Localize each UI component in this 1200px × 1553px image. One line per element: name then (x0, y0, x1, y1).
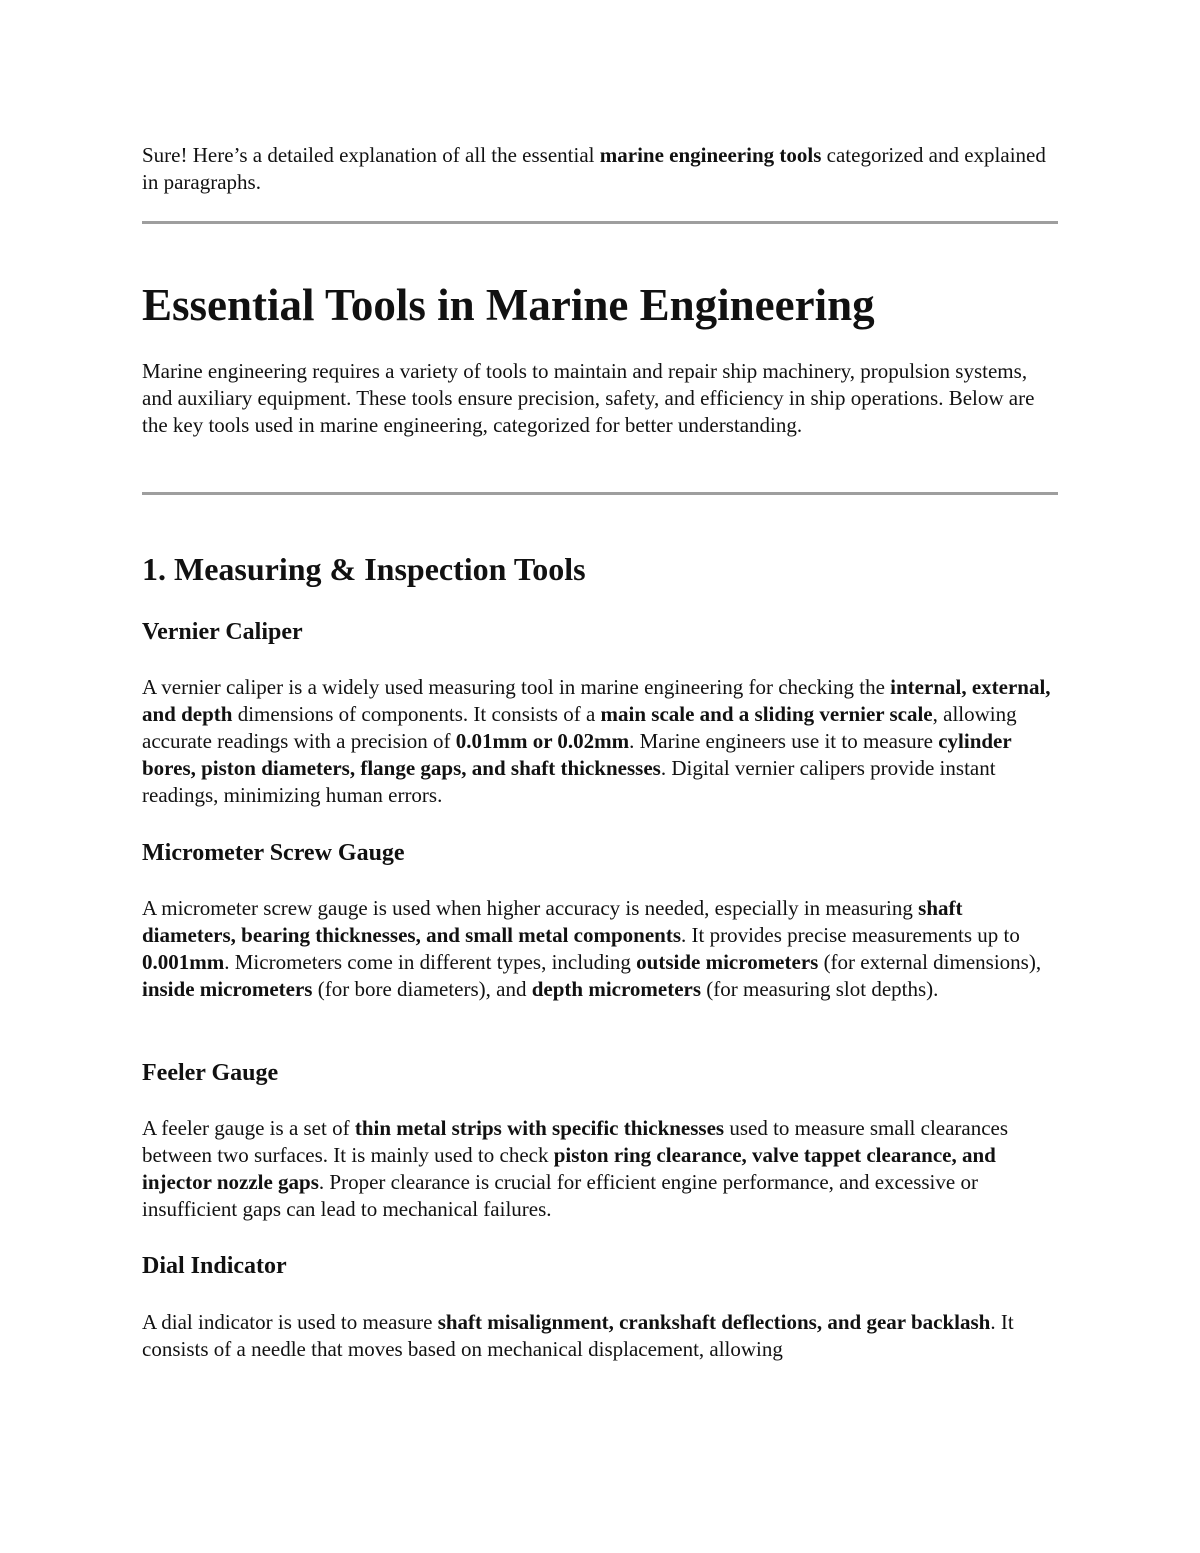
tool-paragraph-feeler-gauge (142, 1115, 1058, 1223)
text-run: . Marine engineers use it to measure (629, 729, 939, 753)
text-run: dimensions of components. It consists of a (232, 702, 601, 726)
lead-paragraph: Marine engineering requires a variety of tools to maintain and repair ship machinery, propulsion systems, and auxiliary equipment. These tools ensure precision, safety, and efficiency in ship operations. Below are the key tools used in marine engineering, categorized for better understanding. (142, 359, 1035, 437)
bold-run: inside micrometers (142, 977, 313, 1001)
intro-text-2: categorized and explained in paragraphs. (142, 143, 1046, 194)
text-run: A vernier caliper is a widely used measuring tool in marine engineering for checking the (142, 675, 891, 699)
text-run: . It consists of a needle that moves based on mechanical displacement, allowing (142, 1310, 1014, 1361)
tool-heading-micrometer-screw-gauge: Micrometer Screw Gauge (142, 840, 405, 866)
text-run: A micrometer screw gauge is used when higher accuracy is needed, especially in measuring (142, 896, 919, 920)
horizontal-rule (142, 221, 1058, 224)
tool-paragraph-micrometer-screw-gauge (142, 895, 1058, 1003)
section-heading: 1. Measuring & Inspection Tools (142, 551, 586, 587)
text-run: used to measure small clearances between two surfaces. It is mainly used to check (142, 1116, 1009, 1167)
bold-run: 0.001mm (142, 950, 225, 974)
intro-bold-1: marine engineering tools (599, 143, 822, 167)
bold-run: 0.01mm or 0.02mm (455, 729, 630, 753)
bold-run: main scale and a sliding vernier scale (600, 702, 933, 726)
tool-heading-feeler-gauge: Feeler Gauge (142, 1060, 279, 1086)
text-run: (for measuring slot depths). (701, 977, 939, 1001)
bold-run: cylinder bores, piston diameters, flange gaps, and shaft thicknesses (142, 729, 1012, 780)
text-run: A feeler gauge is a set of (142, 1116, 355, 1140)
text-run: (for external dimensions), (818, 950, 1042, 974)
bold-run: shaft diameters, bearing thicknesses, and small metal components (142, 896, 963, 947)
tool-heading-dial-indicator: Dial Indicator (142, 1253, 287, 1279)
intro-text-1: Sure! Here’s a detailed explanation of all the essential (142, 143, 600, 167)
text-run: A dial indicator is used to measure (142, 1310, 438, 1334)
bold-run: depth micrometers (531, 977, 702, 1001)
text-run: . It provides precise measurements up to (681, 923, 1020, 947)
text-run: . Digital vernier calipers provide instant readings, minimizing human errors. (142, 756, 996, 807)
text-run: . Proper clearance is crucial for efficient engine performance, and excessive or insufficient gaps can lead to mechanical failures. (142, 1170, 978, 1221)
bold-run: thin metal strips with specific thicknesses (354, 1116, 725, 1140)
bold-run: internal, external, and depth (142, 675, 1051, 726)
bold-run: shaft misalignment, crankshaft deflections, and gear backlash (437, 1310, 991, 1334)
horizontal-rule (142, 492, 1058, 495)
bold-run: piston ring clearance, valve tappet clearance, and injector nozzle gaps (142, 1143, 996, 1194)
page-title: Essential Tools in Marine Engineering (142, 280, 875, 330)
tool-paragraph-dial-indicator (142, 1309, 1058, 1363)
text-run: (for bore diameters), and (312, 977, 532, 1001)
tool-heading-vernier-caliper: Vernier Caliper (142, 619, 303, 645)
tool-paragraph-vernier-caliper (142, 674, 1058, 809)
bold-run: outside micrometers (636, 950, 819, 974)
text-run: . Micrometers come in different types, including (224, 950, 637, 974)
text-run: , allowing accurate readings with a precision of (142, 702, 1017, 753)
intro-paragraph (142, 142, 1058, 196)
